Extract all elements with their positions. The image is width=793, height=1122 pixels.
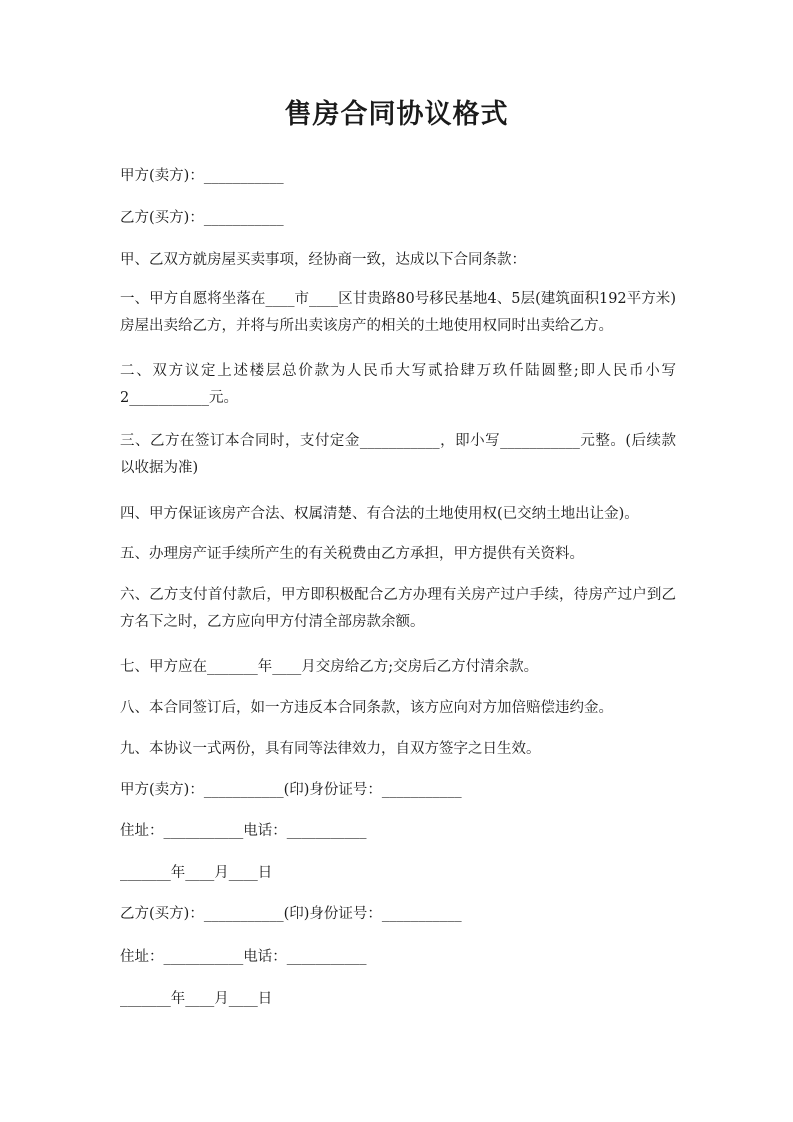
clause-8: 八、本合同签订后，如一方违反本合同条款，该方应向对方加倍赔偿违约金。 [120,700,613,716]
clause-5: 五、办理房产证手续所产生的有关税费由乙方承担，甲方提供有关资料。 [120,546,584,562]
signature-a-party-line: 甲方(卖方)：___________(印)身份证号：___________ [120,782,462,798]
party-a-line: 甲方(卖方)：___________ [120,168,284,184]
clause-1: 一、甲方自愿将坐落在____市____区甘贵路80号移民基地4、5层(建筑面积192平方米)房屋出卖给乙方，并将与所出卖该房产的相关的土地使用权同时出卖给乙方。 [120,291,676,334]
clause-9: 九、本协议一式两份，具有同等法律效力，自双方签字之日生效。 [120,741,541,757]
clause-7: 七、甲方应在_______年____月交房给乙方;交房后乙方付清余款。 [120,659,539,675]
signature-b-party-line: 乙方(买方)：___________(印)身份证号：___________ [120,906,462,922]
signature-b-address-line: 住址：___________电话：___________ [120,949,367,965]
clause-4: 四、甲方保证该房产合法、权属清楚、有合法的土地使用权(已交纳土地出让金)。 [120,506,639,522]
clause-6: 六、乙方支付首付款后，甲方即积极配合乙方办理有关房产过户手续，待房产过户到乙方名下之时，乙方应向甲方付清全部房款余额。 [120,587,676,630]
signature-a-address-line: 住址：___________电话：___________ [120,823,367,839]
party-b-line: 乙方(买方)：___________ [120,210,284,226]
signature-a-date-line: _______年____月____日 [120,865,273,881]
signature-b-date-line: _______年____月____日 [120,991,273,1007]
clause-2: 二、双方议定上述楼层总价款为人民币大写贰拾肆万玖仟陆圆整;即人民币小写2___________元。 [120,363,676,406]
clause-3: 三、乙方在签订本合同时，支付定金___________，即小写___________元整。(后续款以收据为准) [120,433,676,476]
intro-paragraph: 甲、乙双方就房屋买卖事项，经协商一致，达成以下合同条款： [120,252,526,268]
document-title: 售房合同协议格式 [284,99,509,130]
